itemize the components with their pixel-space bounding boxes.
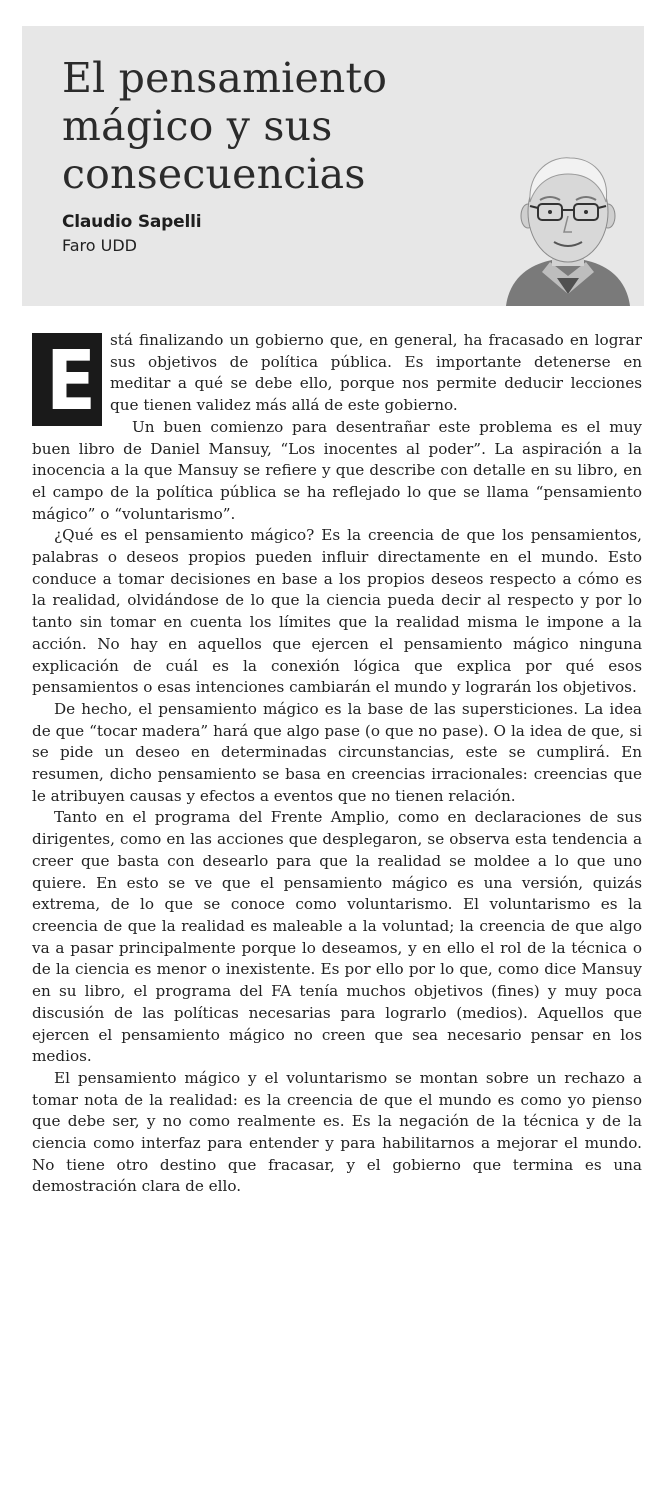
article-paragraph: De hecho, el pensamiento mágico es la base de las supersticiones. La idea de que “tocar madera” hará que algo pase (o que no pase). O la idea de que, si se pide un deseo en determinadas circunstancias, este se cumplirá. En resumen, dicho pensamiento se basa en creencias irracionales: creencias que le atribuyen causas y efectos a eventos que no tienen relación. xyxy=(32,699,642,805)
author-affiliation: Faro UDD xyxy=(62,236,137,255)
article-paragraph: ¿Qué es el pensamiento mágico? Es la creencia de que los pensamientos, palabras o deseos propios pueden influir directamente en el mundo. Esto conduce a tomar decisiones en base a los propios deseos respecto a cómo es la realidad, olvidándose de lo que la ciencia pueda decir al respecto y por lo tanto sin tomar en cuenta los límites que la realidad misma le impone a la acción. No hay en aquellos que ejercen el pensamiento mágico ninguna explicación de cuál es la conexión lógica que explica por qué esos pensamientos o esas intenciones cambiarán el mundo y lograrán los objetivos. xyxy=(32,526,642,697)
article-paragraph xyxy=(32,330,642,429)
article-body xyxy=(32,330,642,1198)
author-portrait xyxy=(502,144,634,306)
drop-cap xyxy=(32,333,102,429)
article-paragraph: Un buen comienzo para desentrañar este problema es el muy buen libro de Daniel Mansuy, “Los inocentes al poder”. La aspiración a la inocencia a la que Mansuy se refiere y que describe con detalle en su libro, en el campo de la política pública se ha reflejado lo que se llama “pensamiento mágico” o “voluntarismo”. xyxy=(32,417,642,523)
article-paragraph: El pensamiento mágico y el voluntarismo se montan sobre un rechazo a tomar nota de la realidad: es la creencia de que el mundo es como yo pienso que debe ser, y no como realmente es. Es la negación de la técnica y de la ciencia como interfaz para entender y para habilitarnos a mejorar el mundo. No tiene otro destino que fracasar, y el gobierno que termina es una demostración clara de ello. xyxy=(32,1068,642,1196)
author-name: Claudio Sapelli xyxy=(62,212,202,232)
article-header xyxy=(22,26,644,306)
paragraph-text: stá finalizando un gobierno que, en general, ha fracasado en lograr sus objetivos de política pública. Es importante detenerse en meditar a qué se debe ello, porque nos permite deducir lecciones que tienen validez más allá de este gobierno. xyxy=(110,331,642,415)
drop-cap-letter: E xyxy=(46,334,96,429)
article-title: El pensamiento mágico y sus consecuencias xyxy=(62,54,388,198)
article-paragraph: Tanto en el programa del Frente Amplio, como en declaraciones de sus dirigentes, como en las acciones que desplegaron, se observa esta tendencia a creer que basta con desearlo para que la realidad se moldee a lo que uno quiere. En esto se ve que el pensamiento mágico es una versión, quizás extrema, de lo que se conoce como voluntarismo. El voluntarismo es la creencia de que la realidad es maleable a la voluntad; la creencia de que algo va a pasar principalmente porque lo deseamos, y en ello el rol de la técnica o de la ciencia es menor o inexistente. Es por ello por lo que, como dice Mansuy en su libro, el programa del FA tenía muchos objetivos (fines) y muy poca discusión de las políticas necesarias para lograrlo (medios). Aquellos que ejercen el pensamiento mágico no creen que sea necesario pensar en los medios. xyxy=(32,808,642,1066)
